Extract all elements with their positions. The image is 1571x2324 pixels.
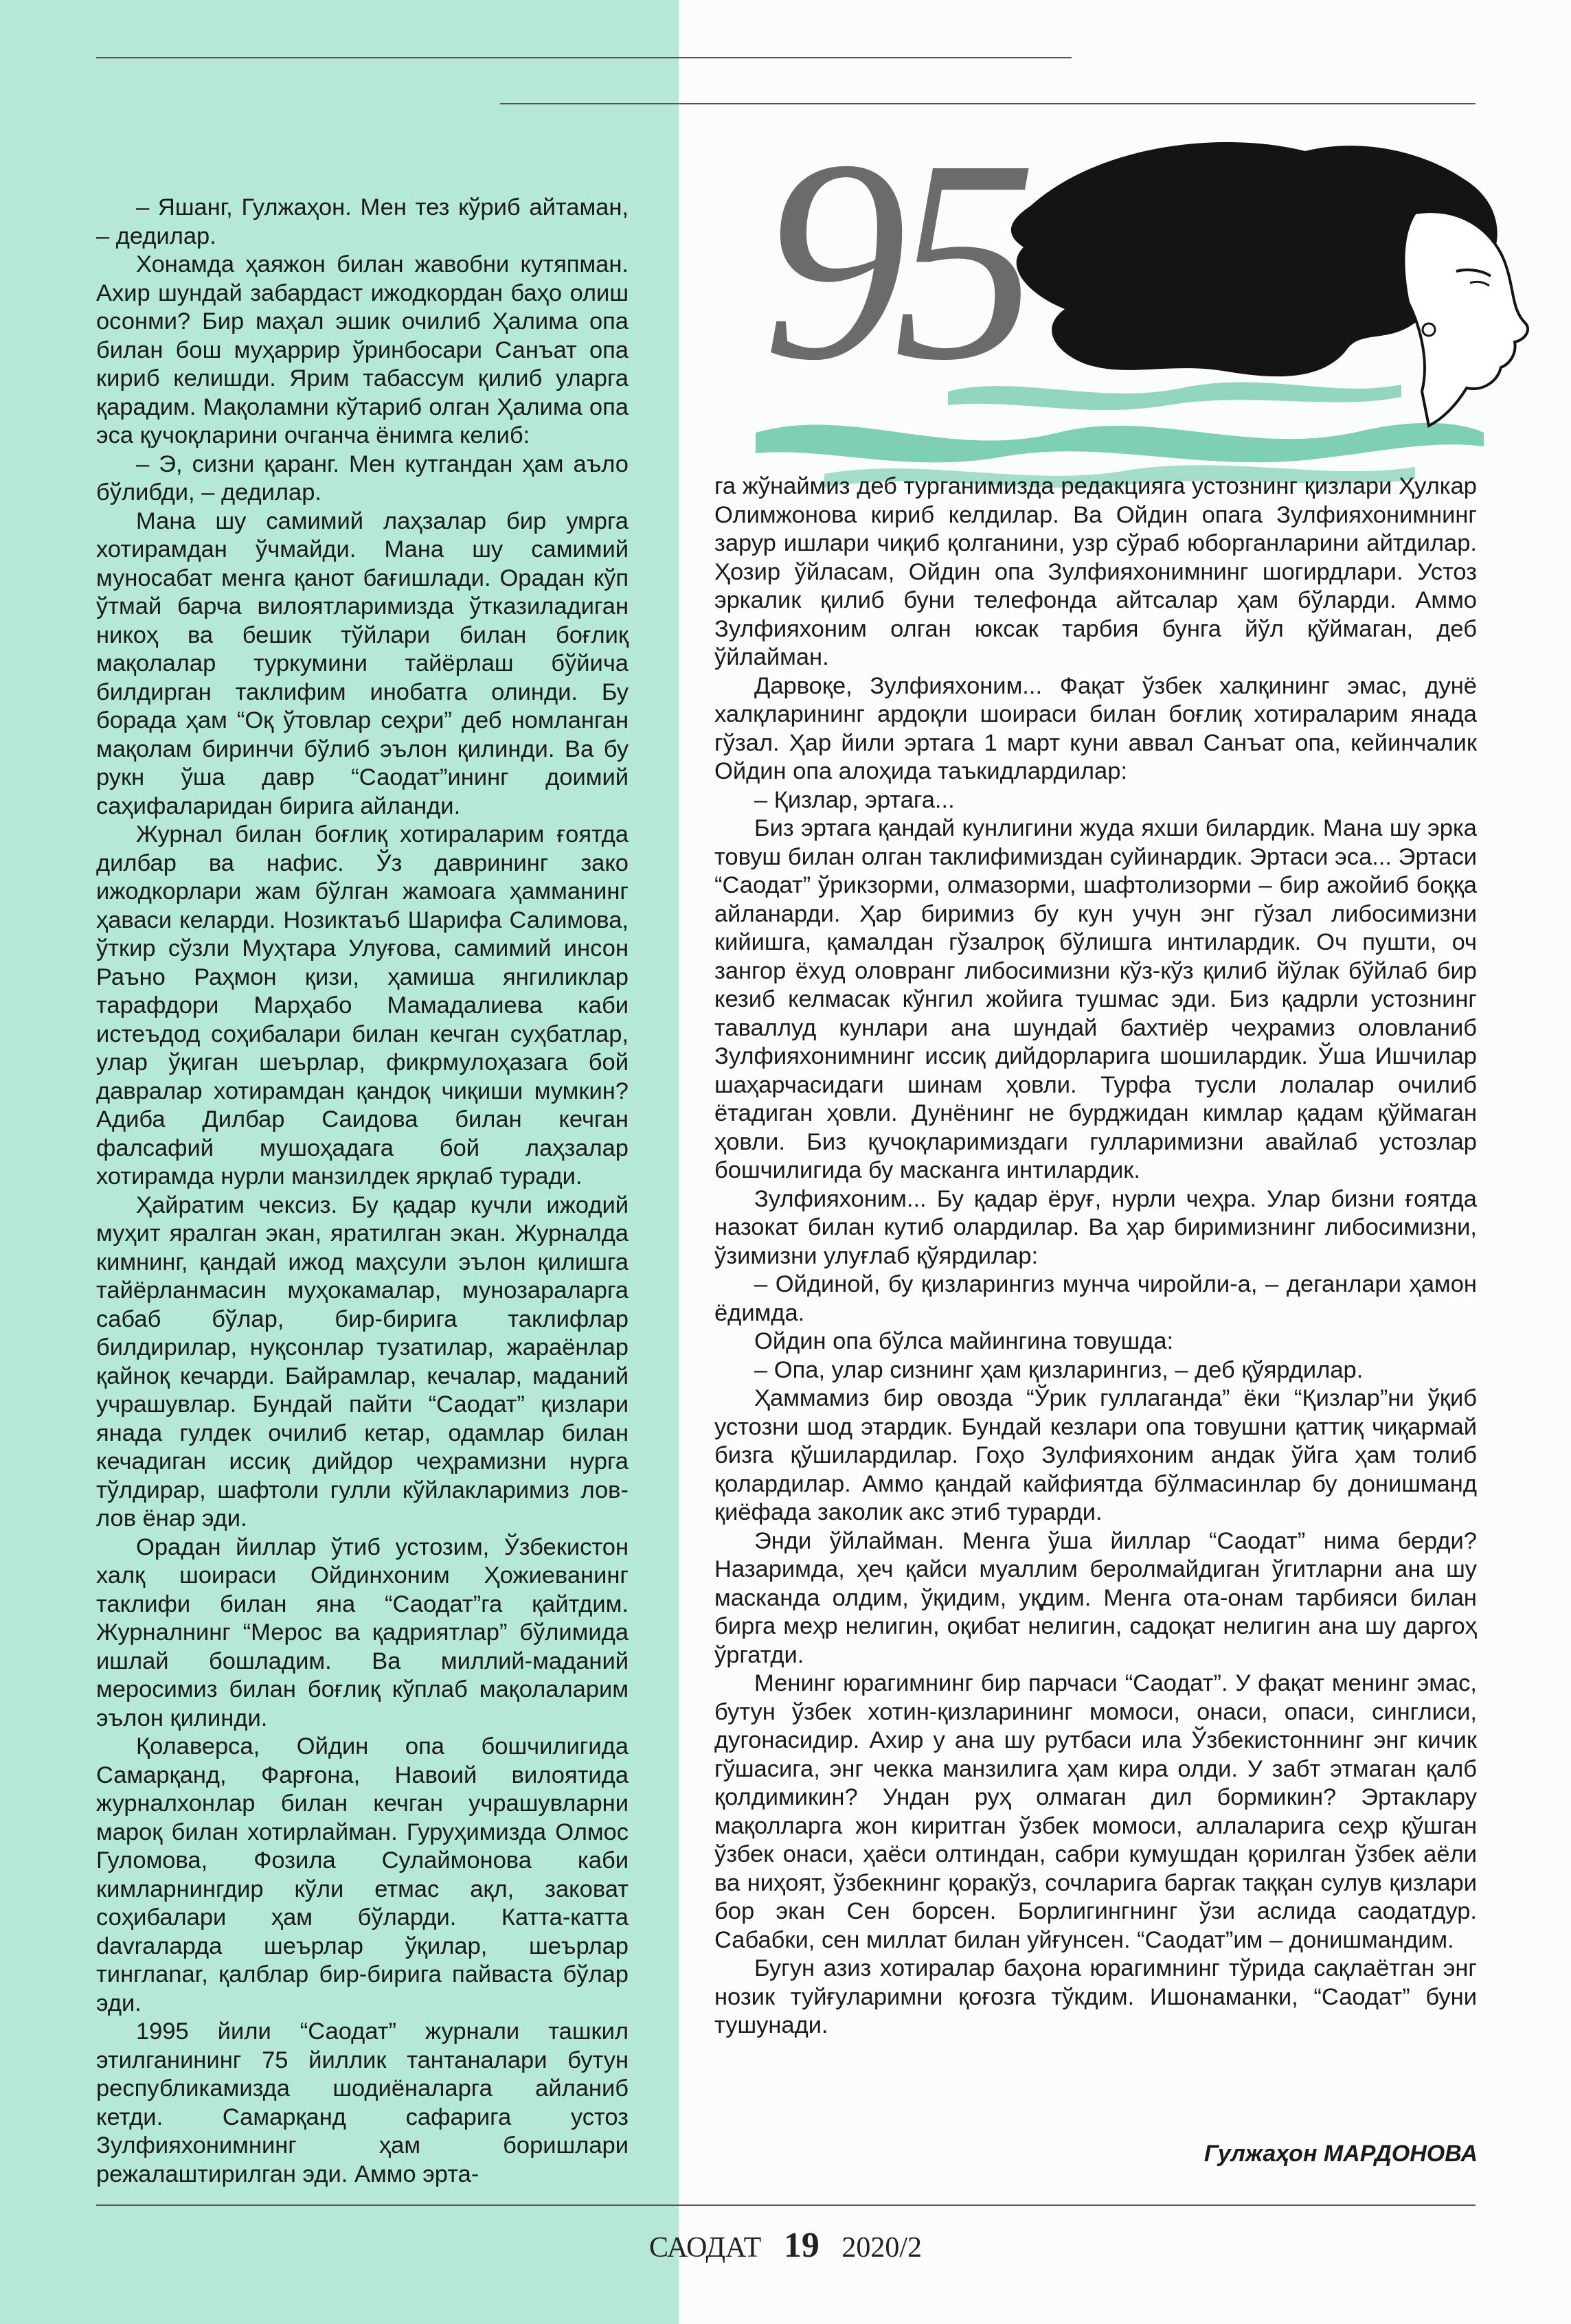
paragraph: Орадан йиллар ўтиб устозим, Ўзбекистон халқ шоираси Ойдинхоним Ҳожиеванинг таклифи билан яна “Саодат”га қайтдим. Журналнинг “Мерос ва қадриятлар” бўлимида ишлай бошладим. Ва миллий-маданий меросимиз билан боғлиқ кўплаб мақолаларим эълон қилинди. <box>96 1534 629 1731</box>
paragraph: Ҳаммамиз бир овозда “Ўрик гуллаганда” ёки “Қизлар”ни ўқиб устозни шод этардик. Бундай кезлари опа товушни қаттиқ чиқармай бизга қўшилардилар. Гоҳо Зулфияхоним андак ўйга ҳам толиб қолардилар. Аммо қандай кайфиятда бўлмасинлар бу донишманд қиёфада заколик акс этиб турарди. <box>714 1385 1477 1525</box>
paragraph: Мана шу самимий лаҳзалар бир умрга хотирамдан ўчмайди. Мана шу самимий муносабат менга қанот бағишлади. Орадан кўп ўтмай барча вилоятларимизда ўтказиладиган никоҳ ва бешик тўйлари билан боғлиқ мақолалар туркумини тайёрлаш бўйича билдирган таклифим инобатга олинди. Бу борада ҳам “Оқ ўтовлар сеҳри” деб номланган мақолам биринчи бўлиб эълон қилинди. Ва бу рукн ўша давр “Саодат”ининг доимий саҳифаларидан бирига айланди. <box>96 508 629 819</box>
anniversary-emblem <box>742 103 1552 488</box>
paragraph: 1995 йили “Саодат” журнали ташкил этилганининг 75 йиллик тантаналари бутун республикамизда шодиёналарга айланиб кетди. Самарқанд сафарига устоз Зулфияхонимнинг ҳам боришлари режалаштирилган эди. Аммо эрта- <box>96 2018 629 2187</box>
paragraph: – Э, сизни қаранг. Мен кутгандан ҳам аъло бўлибди, – дедилар. <box>96 451 629 505</box>
paragraph: – Ойдиной, бу қизларингиз мунча чиройли-а, – деганлари ҳамон ёдимда. <box>714 1271 1477 1326</box>
footer-rule <box>96 2205 1476 2206</box>
paragraph: га жўнаймиз деб турганимизда редакцияга устознинг қизлари Ҳулкар Олимжонова кириб келдилар. Ва Ойдин опага Зулфияхонимнинг зарур ишлари чиқиб қолганини, узр сўраб юборганларини айтдилар. Ҳозир ўйласам, Ойдин опа Зулфияхонимнинг шогирдлари. Устоз эркалик қилиб буни телефонда айтсалар ҳам бўларди. Аммо Зулфияхоним олган юксак тарбия бунга йўл қўймаган, деб ўйлайман. <box>714 473 1477 670</box>
paragraph: Ҳайратим чексиз. Бу қадар кучли ижодий муҳит яралган экан, яратилган экан. Журналда кимнинг, қандай ижод маҳсули эълон қилишга тайёрланмасин муҳокамалар, мунозараларга сабаб бўлар, бир-бирига таклифлар билдирилар, нуқсонлар тузатилар, жараёнлар қайноқ кечарди. Байрамлар, кечалар, маданий учрашувлар. Бундай пайти “Саодат” қизлари янада гулдек очилиб кетар, одамлар билан кечадиган иссиқ дийдор чеҳрамизни нурга тўлдирар, шафтоли гулли кўйлакларимиз лов-лов ёнар эди. <box>96 1192 629 1531</box>
paragraph: – Яшанг, Гулжаҳон. Мен тез кўриб айтаман, – дедилар. <box>96 194 629 249</box>
footer-magazine-name: САОДАТ <box>648 2232 762 2264</box>
footer-issue: 2020/2 <box>841 2232 923 2264</box>
paragraph: Қолаверса, Ойдин опа бошчилигида Самарқанд, Фарғона, Навоий вилоятида журналхонлар билан кечган учрашувларни мароқ билан хотирлайман. Гуруҳимизда Олмос Гуломова, Фозила Сулаймонова каби кимларнингдир кўли етмас ақл, заковат соҳибалари ҳам бўларди. Катта-катта davraларда шеърлар ўқилар, шеърлар тинглаnar, қалблар бир-бирига пайваста бўлар эди. <box>96 1733 629 2016</box>
paragraph: Журнал билан боғлиқ хотираларим ғоятда дилбар ва нафис. Ўз даврининг зако ижодкорлари жам бўлган жамоага ҳамманинг ҳаваси келарди. Нозиктаъб Шарифа Салимова, ўткир сўзли Муҳтара Улуғова, самимий инсон Раъно Раҳмон қизи, ҳамиша янгиликлар тарафдори Марҳабо Мамадалиева каби истеъдод соҳибалари билан кечган суҳбатлар, улар ўқиган шеърлар, фикрмулоҳазага бой давралар хотирамдан қандоқ чиқиши мумкин? Адиба Дилбар Саидова билан кечган фалсафий мушоҳадага бой лаҳзалар хотирамда нурли манзилдек ярқлаб туради. <box>96 821 629 1189</box>
paragraph: Энди ўйлайман. Менга ўша йиллар “Саодат” нима берди? Назаримда, ҳеч қайси муаллим беролмайдиган ўгитларни ана шу масканда олдим, ўқидим, уқдим. Менга ота-онам тарбияси билан бирга меҳр нелигин, оқибат нелигин, садоқат нелигин ана шу даргоҳ ўргатди. <box>714 1527 1477 1668</box>
page-footer <box>0 2225 1571 2266</box>
paragraph: Биз эртага қандай кунлигини жуда яхши билардик. Мана шу эрка товуш билан олган таклифимиздан суйинардик. Эртаси эса... Эртаси “Саодат” ўрикзорми, олмазорми, шафтолизорми – бир ажойиб боққа айланарди. Ҳар биримиз бу кун учун энг гўзал либосимизни кийишга, қамалдан гўзалроқ бўлишга интилардик. Оч пушти, оч зангор ёхуд оловранг либосимизни кўз-кўз қилиб йўлак бўйлаб бир кезиб келмасак кўнгил жойига тушмас эди. Биз қадрли устознинг таваллуд кунлари ана шундай бахтиёр чеҳрамиз оловланиб Зулфияхонимнинг иссиқ дийдорларига шошилардик. Ўша Ишчилар шаҳарчасидаги шинам ҳовли. Турфа тусли лолалар очилиб ётадиган ҳовли. Дунёнинг не бурджидан кимлар қадам қўймаган ҳовли. Биз қучоқларимиздаги гулларимизни авайлаб устозлар бошчилигида бу масканга интилардик. <box>714 815 1477 1183</box>
paragraph: Ойдин опа бўлса майингина товушда: <box>754 1328 1174 1354</box>
paragraph: Зулфияхоним... Бу қадар ёруғ, нурли чеҳра. Улар бизни ғоятда назокат билан кутиб олардилар. Ва ҳар биримизнинг либосимизни, ўзимизни улуғлаб қўярдилар: <box>714 1185 1477 1269</box>
right-text-column <box>714 472 1477 2040</box>
page-number: 19 <box>783 2226 820 2265</box>
emblem-number: 95 <box>762 103 1024 420</box>
author-signature: Гулжаҳон МАРДОНОВА <box>1203 2141 1478 2167</box>
paragraph: – Опа, улар сизнинг ҳам қизларингиз, – деб қўярдилар. <box>754 1356 1364 1383</box>
left-text-column <box>96 194 629 2189</box>
paragraph: Бугун азиз хотиралар баҳона юрагимнинг тўрида сақлаётган энг нозик туйғуларимни қоғозга тўкдим. Ишонаманки, “Саодат” буни тушунади. <box>714 1955 1477 2038</box>
top-rule <box>96 57 1072 58</box>
paragraph: Хонамда ҳаяжон билан жавобни кутяпман. Ахир шундай забардаст ижодкордан баҳо олиш осонми? Бир маҳал эшик очилиб Ҳалима опа билан бош муҳаррир ўринбосари Санъат опа кириб келишди. Ярим табассум қилиб уларга қарадим. Мақоламни кўтариб олган Ҳалима опа эса қучоқларини очганча ёнимга келиб: <box>96 251 629 448</box>
paragraph: Дарвоқе, Зулфияхоним... Фақат ўзбек халқининг эмас, дунё халқларининг ардоқли шоираси билан боғлиқ хотираларим янада гўзал. Ҳар йили эртага 1 март куни аввал Санъат опа, кейинчалик Ойдин опа алоҳида таъкидлардилар: <box>714 672 1477 784</box>
paragraph: – Қизлар, эртага... <box>754 786 955 813</box>
paragraph: Менинг юрагимнинг бир парчаси “Саодат”. У фақат менинг эмас, бутун ўзбек хотин-қизларининг момоси, онаси, опаси, синглиси, дугонасидир. Ахир у ана шу рутбаси ила Ўзбекистоннинг энг кичик гўшасига, энг чекка манзилига ҳам кира олди. У забт этмаган қалб қолдимикин? Ундан руҳ олмаган дил бормикин? Эртаклару мақолларга жон киритган ўзбек момоси, аллаларига сеҳр қўшган ўзбек онаси, ҳаёси олтиндан, сабри кумушдан қорилган ўзбек аёли ва ниҳоят, ўзбекнинг қоракўз, сочларига баргак таққан сулув қизлари бор экан Сен борсен. Борлигингнинг ўзи аслида саодатдур. Сабабки, сен миллат билан уйғунсен. “Саодат”им – донишмандим. <box>714 1670 1477 1953</box>
